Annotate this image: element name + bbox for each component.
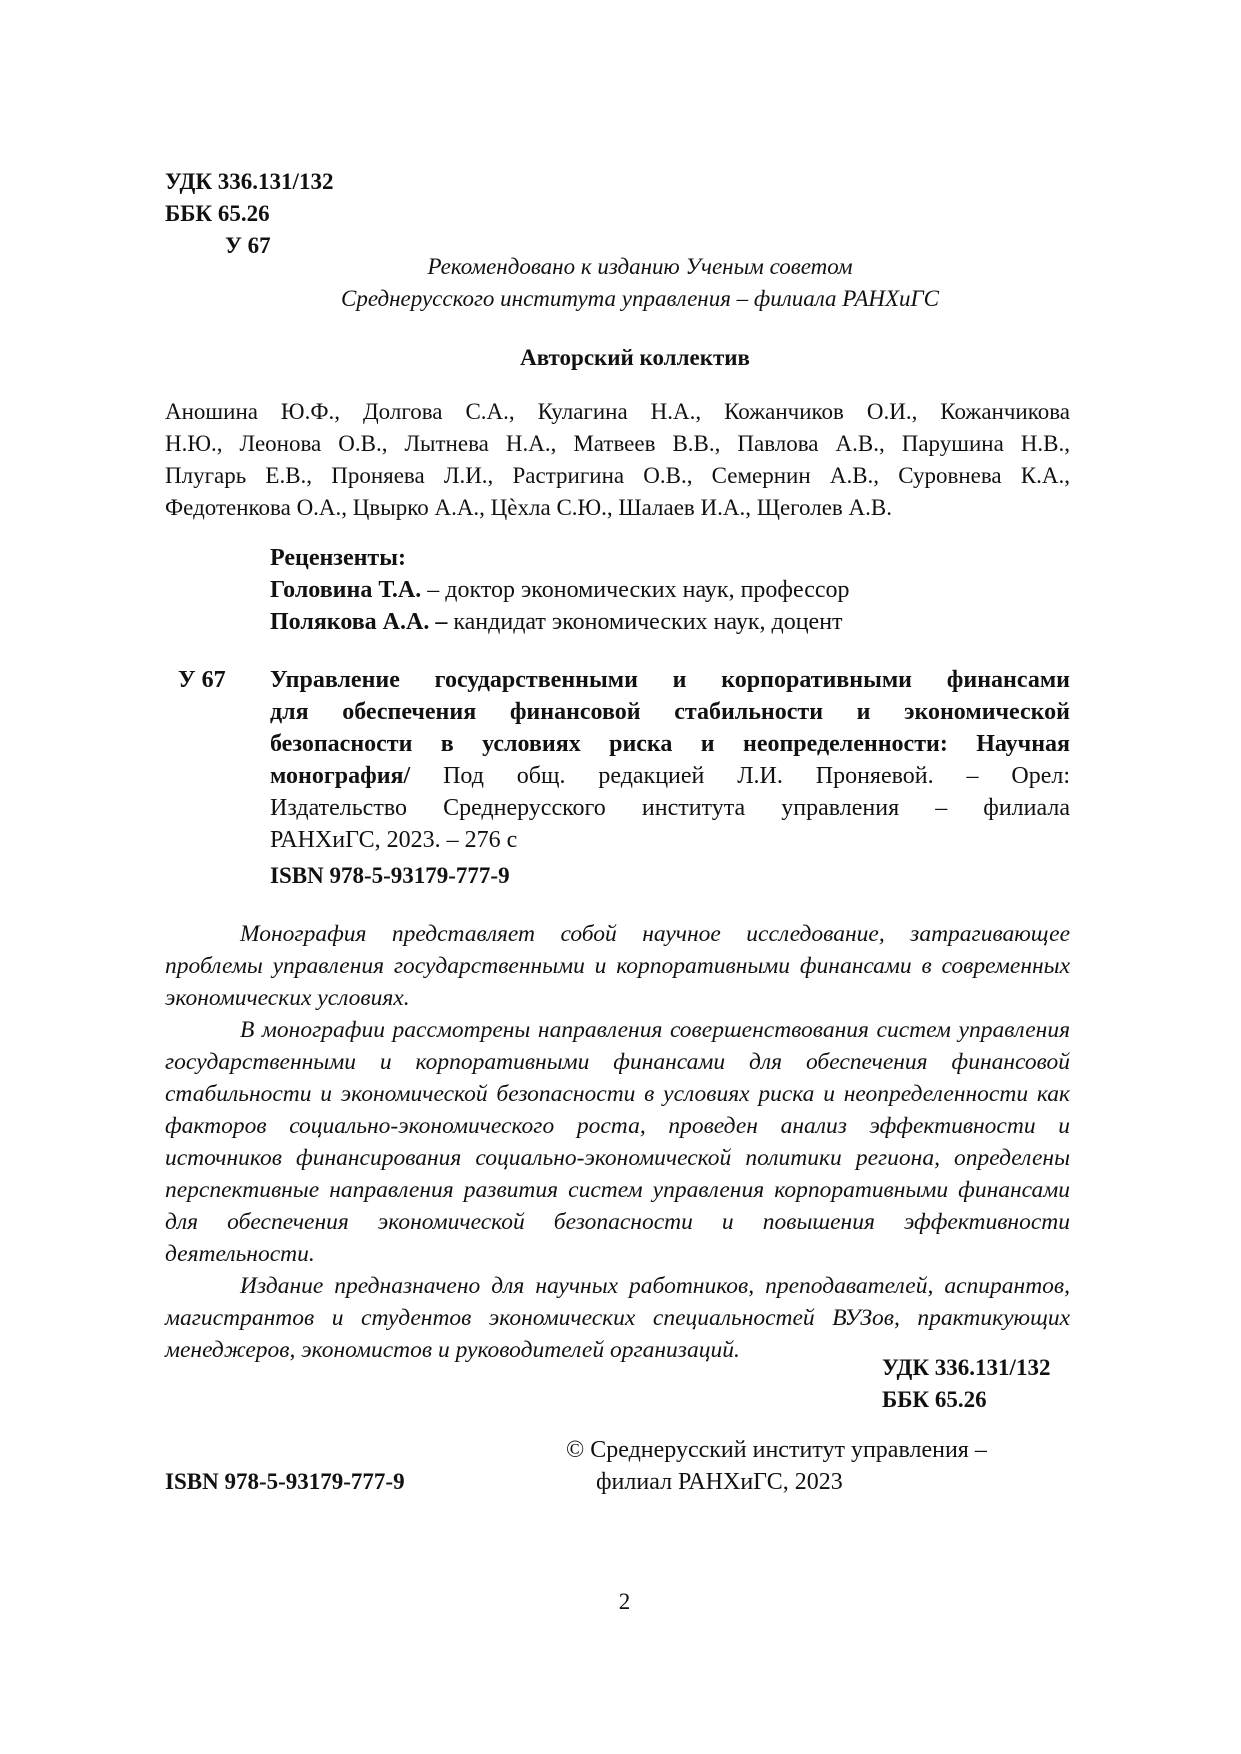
abstract-paragraph: Издание предназначено для научных работников, преподавателей, аспирантов, магистрантов и студентов экономических специальностей ВУЗов, практикующих менеджеров, экономистов и руководителей организаций. [165, 1273, 1070, 1363]
bibliographic-isbn: ISBN 978-5-93179-777-9 [270, 863, 510, 888]
reviewer-description: – доктор экономических наук, профессор [421, 577, 850, 603]
author-mark: У 67 [225, 233, 271, 258]
page-number: 2 [618, 1589, 631, 1614]
authors-line: Федотенкова О.А., Цвырко А.А., Цѐхла С.Ю., Шалаев И.А., Щеголев А.В. [165, 495, 892, 520]
abstract [165, 918, 1070, 1366]
udk-code: УДК 336.131/132 [165, 169, 334, 194]
abstract-paragraph: Монография представляет собой научное исследование, затрагивающее проблемы управления государственными и корпоративными финансами в современных экономических условиях. [165, 921, 1070, 1011]
authors-line: Плугарь Е.В., Проняева Л.И., Растригина О.В., Семернин А.В., Суровнева К.А., [165, 463, 1070, 488]
book-type: монография/ [270, 763, 411, 789]
book-editor: Под общ. редакцией Л.И. Проняевой. – Орел: [410, 763, 1070, 789]
recommendation-line-2: Среднерусского института управления – филиала РАНХиГС [341, 286, 939, 311]
reviewers [270, 542, 850, 638]
bbk-code: ББК 65.26 [882, 1387, 987, 1412]
authors-list [165, 396, 1070, 524]
authors-line: Н.Ю., Леонова О.В., Лытнева Н.А., Матвеев В.В., Павлова А.В., Парушина Н.В., [165, 431, 1070, 456]
bibliographic-author-mark: У 67 [178, 667, 226, 693]
bibliographic-entry [270, 664, 1070, 856]
book-title-line [270, 760, 1070, 792]
footer-isbn: ISBN 978-5-93179-777-9 [165, 1469, 405, 1494]
bbk-code: ББК 65.26 [165, 201, 270, 226]
book-title-line: для обеспечения финансовой стабильности и экономической [270, 699, 1070, 725]
reviewer-description: кандидат экономических наук, доцент [447, 609, 843, 635]
recommendation-line-1: Рекомендовано к изданию Ученым советом [427, 254, 853, 279]
reviewers-heading: Рецензенты: [270, 545, 406, 571]
reviewer-item [270, 574, 850, 606]
reviewer-name: Полякова А.А. – [270, 609, 448, 635]
publisher-line: РАНХиГС, 2023. – 276 с [270, 827, 518, 853]
recommendation [165, 251, 1105, 315]
publisher-line: Издательство Среднерусского института управления – филиала [270, 795, 1070, 821]
copyright-line: © Среднерусский институт управления – [566, 1437, 987, 1463]
authors-line: Аношина Ю.Ф., Долгова С.А., Кулагина Н.А., Кожанчиков О.И., Кожанчикова [165, 399, 1070, 424]
book-title-line: безопасности в условиях риска и неопределенности: Научная [270, 731, 1070, 757]
udk-code: УДК 336.131/132 [882, 1355, 1051, 1380]
reviewer-name: Головина Т.А. [270, 577, 422, 603]
book-title-line: Управление государственными и корпоративными финансами [270, 667, 1070, 693]
copyright [566, 1434, 987, 1498]
copyright-line: филиал РАНХиГС, 2023 [596, 1469, 843, 1495]
reviewer-item [270, 606, 850, 638]
abstract-paragraph: В монографии рассмотрены направления совершенствования систем управления государственными и корпоративными финансами для обеспечения финансовой стабильности и экономической безопасности в условиях риска и неопределенности как факторов социально-экономического роста, проведен анализ эффективности и источников финансирования социально-экономической политики региона, определены перспективные направления развития систем управления корпоративными финансами для обеспечения экономической безопасности и повышения эффективности деятельности. [165, 1017, 1070, 1267]
authors-heading: Авторский коллектив [520, 345, 750, 370]
classification-top [165, 166, 333, 262]
classification-bottom [882, 1352, 1050, 1416]
